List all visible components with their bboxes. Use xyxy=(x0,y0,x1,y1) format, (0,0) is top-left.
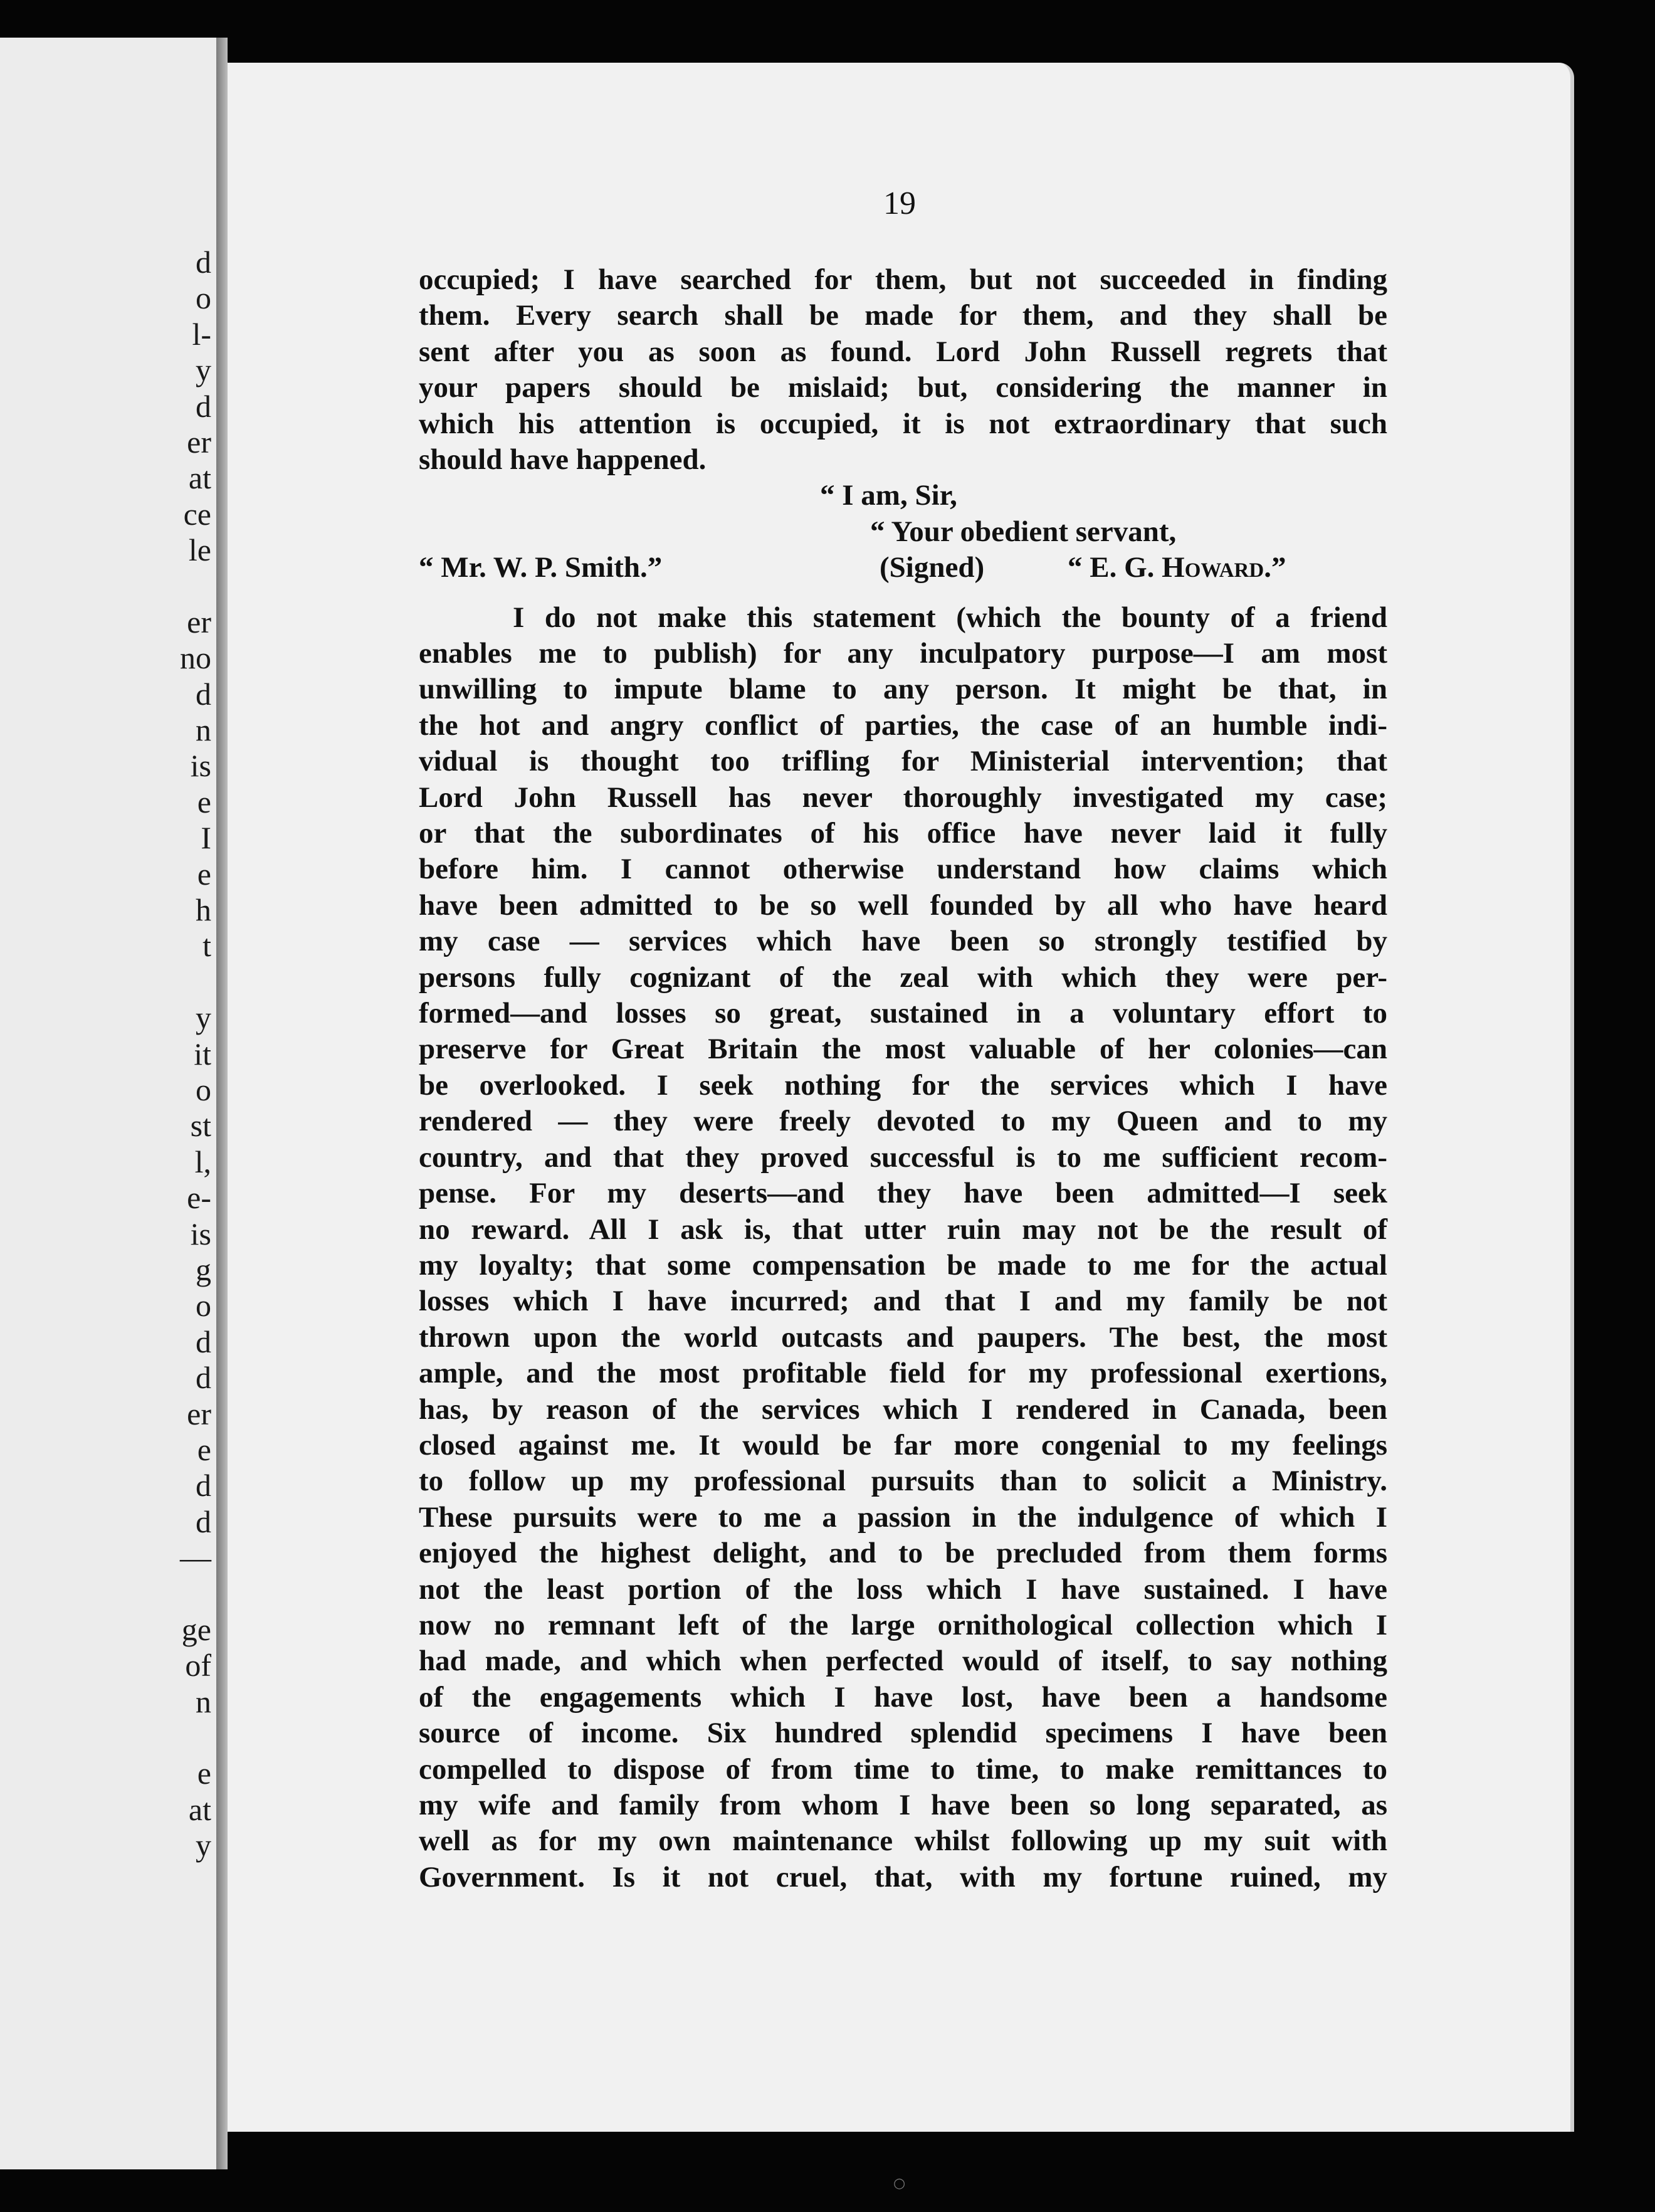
text-line: not the least portion of the loss which I have sustained. I have xyxy=(419,1572,1387,1606)
text-line: no reward. All I ask is, that utter ruin may not be the result of xyxy=(419,1213,1387,1246)
left-fragment xyxy=(180,1720,211,1756)
text-line: Lord John Russell has never thoroughly investigated my case; xyxy=(419,781,1387,814)
text-line: to follow up my professional pursuits than to solicit a Ministry. xyxy=(419,1465,1387,1498)
text-line: has, by reason of the services which I rendered in Canada, been xyxy=(419,1393,1387,1426)
text-line: I do not make this statement (which the bounty of a friend xyxy=(513,601,1387,634)
text-line: closed against me. It would be far more congenial to my feelings xyxy=(419,1428,1387,1462)
text-line: enables me to publish) for any inculpatory purpose—I am most xyxy=(419,637,1387,670)
left-fragment: o xyxy=(196,1072,211,1107)
book-gutter xyxy=(216,38,228,2169)
text-line: now no remnant left of the large ornithological collection which I xyxy=(419,1608,1387,1641)
left-fragment: y xyxy=(196,1828,211,1863)
text-line: have been admitted to be so well founded by all who have heard xyxy=(419,888,1387,922)
left-fragment: h xyxy=(196,892,211,928)
text-line: the hot and angry conflict of parties, the case of an humble indi- xyxy=(419,708,1387,742)
text-line: enjoyed the highest delight, and to be precluded from them forms xyxy=(419,1537,1387,1570)
left-fragment: at xyxy=(188,1791,211,1827)
text-line: vidual is thought too trifling for Ministerial intervention; that xyxy=(419,745,1387,778)
text-line: of the engagements which I have lost, have been a handsome xyxy=(419,1680,1387,1714)
text-line: losses which I have incurred; and that I and my family be not xyxy=(419,1285,1387,1318)
text-line: persons fully cognizant of the zeal with which they were per- xyxy=(419,961,1387,994)
left-fragment: o xyxy=(196,280,211,316)
left-fragment: le xyxy=(188,532,211,568)
left-fragment: l, xyxy=(194,1144,211,1179)
left-page-edge xyxy=(0,38,216,2169)
left-fragment: is xyxy=(190,748,211,784)
text-line: be overlooked. I seek nothing for the services which I have xyxy=(419,1068,1387,1102)
text-line: which his attention is occupied, it is not extraordinary that such xyxy=(419,407,1387,440)
left-fragment: y xyxy=(196,352,211,388)
left-fragment: it xyxy=(194,1036,211,1072)
text-line: had made, and which when perfected would of itself, to say nothing xyxy=(419,1645,1387,1678)
text-line: my case — services which have been so strongly testified by xyxy=(419,925,1387,958)
page-body xyxy=(419,262,1387,1895)
text-line: sent after you as soon as found. Lord John Russell regrets that xyxy=(419,335,1387,368)
left-fragment: d xyxy=(196,1468,211,1504)
text-line: my loyalty; that some compensation be made to me for the actual xyxy=(419,1248,1387,1282)
left-page-text-fragments xyxy=(180,245,211,1864)
closing-servant: “ Your obedient servant, xyxy=(870,515,1177,548)
left-fragment: y xyxy=(196,1000,211,1036)
left-fragment: d xyxy=(196,1504,211,1539)
left-fragment: at xyxy=(188,460,211,496)
text-line: pense. For my deserts—and they have been admitted—I seek xyxy=(419,1177,1387,1210)
left-fragment: er xyxy=(187,604,211,640)
left-fragment: ge xyxy=(181,1611,211,1647)
left-fragment xyxy=(180,964,211,1000)
left-fragment: e xyxy=(197,1756,211,1791)
letter-closing xyxy=(419,478,1387,586)
left-fragment: d xyxy=(196,676,211,712)
left-fragment: d xyxy=(196,388,211,424)
text-line: should have happened. xyxy=(419,443,707,477)
left-fragment: e- xyxy=(187,1180,211,1216)
letter-addressee: “ Mr. W. P. Smith.” xyxy=(419,551,663,584)
text-line: well as for my own maintenance whilst following up my suit with xyxy=(419,1825,1387,1858)
left-fragment: no xyxy=(180,640,211,676)
letter-continuation xyxy=(419,262,1387,478)
text-line: thrown upon the world outcasts and paupers. The best, the most xyxy=(419,1320,1387,1354)
text-line: ample, and the most profitable field for my professional exertions, xyxy=(419,1357,1387,1390)
left-fragment: n xyxy=(196,712,211,748)
main-paragraph xyxy=(419,600,1387,1896)
text-line: preserve for Great Britain the most valuable of her colonies—can xyxy=(419,1033,1387,1066)
text-line: before him. I cannot otherwise understand how claims which xyxy=(419,853,1387,886)
left-fragment: er xyxy=(187,1396,211,1431)
left-fragment xyxy=(180,569,211,604)
text-line: your papers should be mislaid; but, considering the manner in xyxy=(419,371,1387,404)
text-line: compelled to dispose of from time to time, to make remittances to xyxy=(419,1752,1387,1786)
left-fragment: e xyxy=(197,856,211,892)
text-line: unwilling to impute blame to any person. It might be that, in xyxy=(419,673,1387,706)
text-line: or that the subordinates of his office have never laid it fully xyxy=(419,817,1387,850)
text-line: my wife and family from whom I have been so long separated, as xyxy=(419,1789,1387,1822)
text-line: formed—and losses so great, sustained in a voluntary effort to xyxy=(419,997,1387,1030)
left-fragment: d xyxy=(196,1324,211,1359)
left-fragment: d xyxy=(196,1360,211,1396)
left-fragment: e xyxy=(197,784,211,819)
left-fragment: o xyxy=(196,1288,211,1324)
left-fragment: of xyxy=(185,1648,211,1683)
text-line: country, and that they proved successful is to me sufficient recom- xyxy=(419,1140,1387,1174)
left-fragment: l- xyxy=(192,316,211,352)
text-line: rendered — they were freely devoted to my Queen and to my xyxy=(419,1105,1387,1138)
scan-mark: ○ xyxy=(893,2176,906,2191)
page-number: 19 xyxy=(883,186,916,221)
left-fragment: ce xyxy=(183,496,211,532)
left-fragment: is xyxy=(190,1216,211,1251)
text-line: them. Every search shall be made for them, and they shall be xyxy=(419,299,1387,332)
text-line: occupied; I have searched for them, but not succeeded in finding xyxy=(419,263,1387,296)
text-line: Government. Is it not cruel, that, with my fortune ruined, my xyxy=(419,1860,1387,1893)
letter-signature: “ E. G. Howard.” xyxy=(1068,551,1286,584)
left-fragment: st xyxy=(190,1108,211,1144)
left-fragment xyxy=(180,1576,211,1611)
left-fragment: n xyxy=(196,1683,211,1719)
left-fragment: g xyxy=(196,1251,211,1287)
signed-label: (Signed) xyxy=(880,551,985,584)
left-fragment: — xyxy=(180,1540,211,1576)
text-line: These pursuits were to me a passion in the indulgence of which I xyxy=(419,1500,1387,1534)
left-fragment: e xyxy=(197,1431,211,1467)
left-fragment: I xyxy=(201,820,211,856)
left-fragment: t xyxy=(202,928,211,964)
closing-salutation: “ I am, Sir, xyxy=(820,479,957,512)
text-line: source of income. Six hundred splendid specimens I have been xyxy=(419,1717,1387,1750)
left-fragment: d xyxy=(196,245,211,280)
left-fragment: er xyxy=(187,424,211,460)
